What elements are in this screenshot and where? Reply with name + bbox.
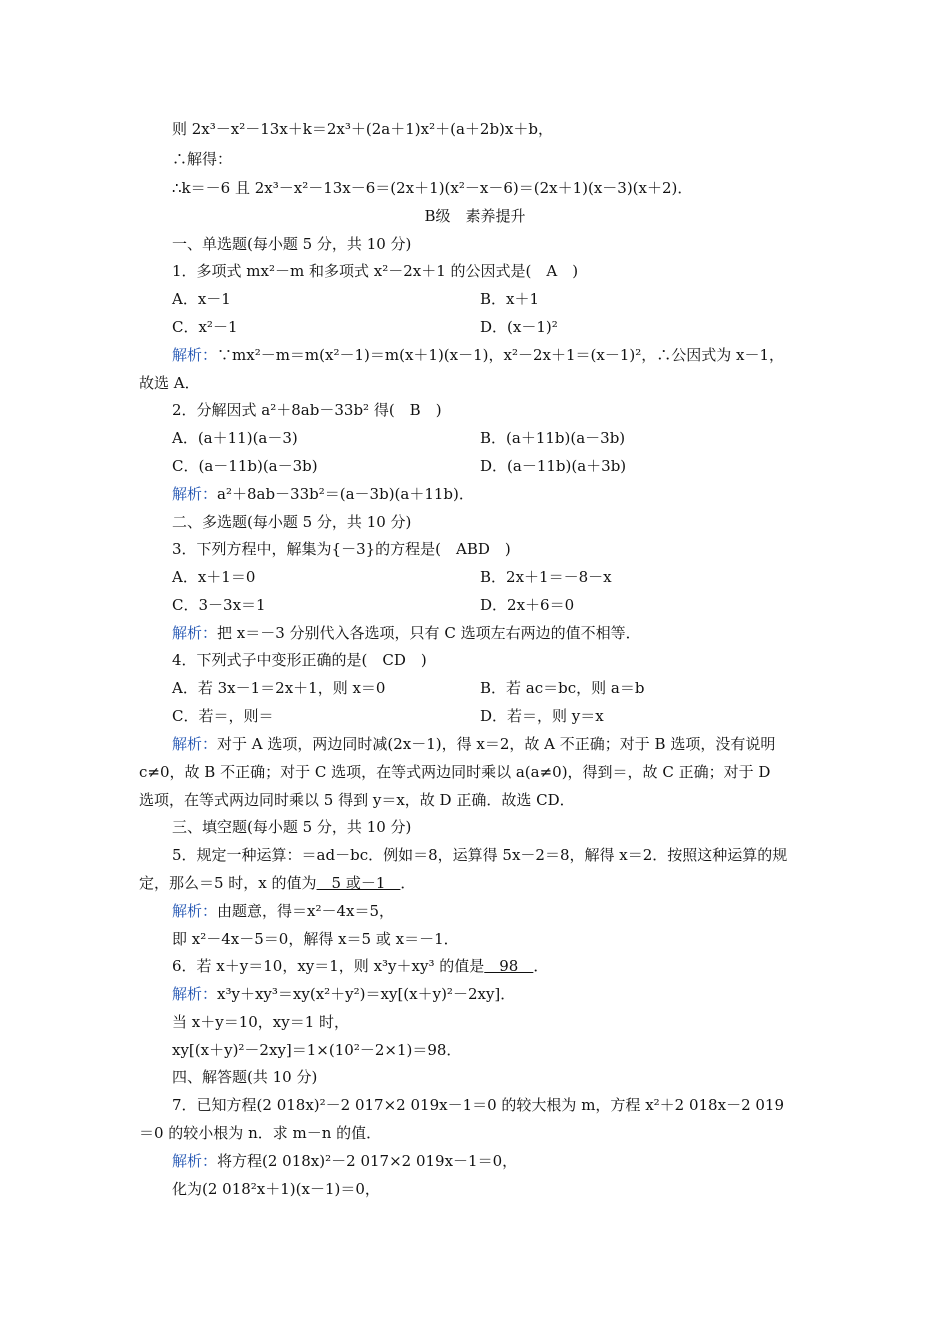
analysis-label: 解析： [172,485,218,503]
question-stem: 5．规定一种运算：＝ad－bc．例如＝8，运算得 5x－2＝8，解得 x＝2．按照这种运算的规 [172,846,788,864]
analysis-line [172,483,474,505]
analysis-text: 对于 A 选项，两边同时减(2x－1)，得 x＝2，故 A 不正确；对于 B 选项，没有说明 [217,735,776,753]
option-c: C．(a－11b)(a－3b) [172,457,318,475]
analysis-line [172,1150,517,1172]
analysis-line [172,983,515,1005]
option-a: A．x＋1＝0 [172,568,256,586]
section-heading: B级 素养提升 [424,207,526,225]
text-span: 定，那么＝5 时，x 的值为 [139,874,317,892]
analysis-line [172,344,784,366]
option-a: A．x－1 [172,290,231,308]
analysis-label: 解析： [172,902,218,920]
text-line: 即 x²－4x－5＝0，解得 x＝5 或 x＝－1． [172,930,459,948]
text-line: 选项，在等式两边同时乘以 5 得到 y＝x，故 D 正确．故选 CD． [139,791,575,809]
analysis-text: x³y＋xy³＝xy(x²＋y²)＝xy[(x＋y)²－2xy]． [217,985,516,1003]
option-b: B．若 ac＝bc，则 a＝b [480,679,645,697]
analysis-line [172,733,775,755]
section-title: 三、填空题(每小题 5 分，共 10 分) [172,818,412,836]
text-span: 6．若 x＋y＝10，xy＝1，则 x³y＋xy³ 的值是 [172,957,485,975]
analysis-label: 解析： [172,735,218,753]
text-line: 故选 A． [139,374,200,392]
question-stem [172,955,548,977]
text-line: ∴k＝－6 且 2x³－x²－13x－6＝(2x＋1)(x²－x－6)＝(2x＋1)(x－3)(x＋2)． [172,179,693,197]
option-a: A．(a＋11)(a－3) [172,429,298,447]
option-b: B．x＋1 [480,290,540,308]
question-stem-cont: ＝0 的较小根为 n．求 m－n 的值． [139,1124,382,1142]
text-line: 化为(2 018²x＋1)(x－1)＝0， [172,1180,380,1198]
option-b: B．(a＋11b)(a－3b) [480,429,626,447]
option-d: D．若＝，则 y＝x [480,707,604,725]
text-line: ∴解得： [172,150,233,168]
option-d: D．2x＋6＝0 [480,596,575,614]
option-d: D．(a－11b)(a＋3b) [480,457,627,475]
text-line: 则 2x³－x²－13x＋k＝2x³＋(2a＋1)x²＋(a＋2b)x＋b， [172,120,553,138]
option-b: B．2x＋1＝－8－x [480,568,612,586]
analysis-text: ∵mx²－m＝m(x²－1)＝m(x＋1)(x－1)，x²－2x＋1＝(x－1)²，∴公因式为 x－1， [217,346,785,364]
answer-blank: 98 [484,957,534,975]
text-line: c≠0，故 B 不正确；对于 C 选项，在等式两边同时乘以 a(a≠0)，得到＝，故 C 正确；对于 D [139,763,771,781]
option-c: C．x²－1 [172,318,238,336]
section-title: 二、多选题(每小题 5 分，共 10 分) [172,513,412,531]
analysis-label: 解析： [172,1152,218,1170]
section-title: 四、解答题(共 10 分) [172,1068,318,1086]
text-line: xy[(x＋y)²－2xy]＝1×(10²－2×1)＝98． [172,1041,462,1059]
analysis-text: 将方程(2 018x)²－2 017×2 019x－1＝0， [217,1152,518,1170]
answer-blank: 5 或－1 [316,874,401,892]
option-c: C．若＝，则＝ [172,707,274,725]
option-d: D．(x－1)² [480,318,558,336]
analysis-text: a²＋8ab－33b²＝(a－3b)(a＋11b)． [217,485,474,503]
text-span: ． [533,957,549,975]
analysis-text: 由题意，得＝x²－4x＝5， [217,902,395,920]
analysis-label: 解析： [172,985,218,1003]
text-span: ． [400,874,416,892]
option-c: C．3－3x＝1 [172,596,266,614]
analysis-line [172,900,394,922]
analysis-label: 解析： [172,346,218,364]
question-stem: 4．下列式子中变形正确的是( CD ) [172,651,427,669]
option-a: A．若 3x－1＝2x＋1，则 x＝0 [172,679,386,697]
section-title: 一、单选题(每小题 5 分，共 10 分) [172,235,412,253]
question-stem: 3．下列方程中，解集为{－3}的方程是( ABD ) [172,540,511,558]
question-stem: 1．多项式 mx²－m 和多项式 x²－2x＋1 的公因式是( A ) [172,262,579,280]
question-stem: 7．已知方程(2 018x)²－2 017×2 019x－1＝0 的较大根为 m，方程 x²＋2 018x－2 019 [172,1096,785,1114]
question-stem: 2．分解因式 a²＋8ab－33b² 得( B ) [172,401,442,419]
analysis-label: 解析： [172,624,218,642]
analysis-line [172,622,641,644]
text-line: 当 x＋y＝10，xy＝1 时， [172,1013,350,1031]
question-stem-cont [139,872,415,894]
analysis-text: 把 x＝－3 分别代入各选项，只有 C 选项左右两边的值不相等． [217,624,641,642]
